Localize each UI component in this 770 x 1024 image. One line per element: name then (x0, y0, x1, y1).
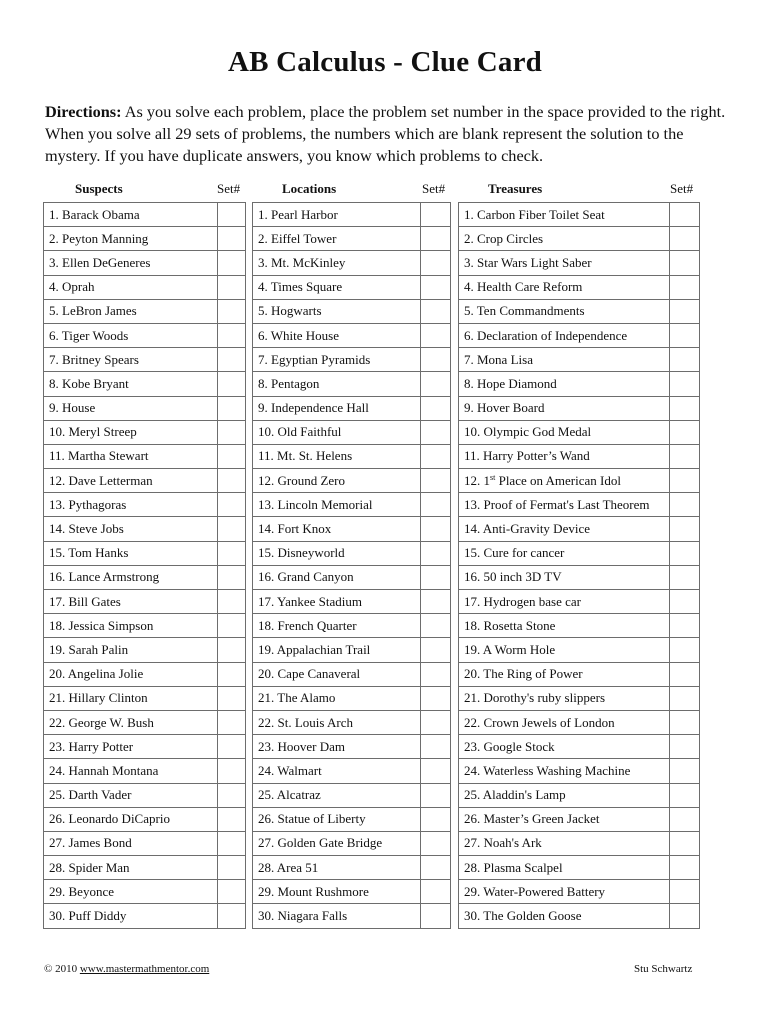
suspects-row (44, 831, 246, 855)
locations-item-label: 22. St. Louis Arch (253, 710, 421, 734)
footer-copyright (44, 963, 209, 975)
suspects-item-label: 15. Tom Hanks (44, 541, 218, 565)
treasures-set-number-box[interactable] (670, 614, 700, 638)
treasures-set-number-box[interactable] (670, 856, 700, 880)
locations-set-header: Set# (422, 181, 446, 196)
suspects-row (44, 904, 246, 928)
treasures-row (459, 831, 700, 855)
treasures-set-number-box[interactable] (670, 710, 700, 734)
treasures-set-number-box[interactable] (670, 735, 700, 759)
locations-row (253, 323, 451, 347)
locations-set-number-box[interactable] (421, 710, 451, 734)
suspects-item-label: 28. Spider Man (44, 856, 218, 880)
suspects-column (43, 178, 246, 929)
locations-set-number-box[interactable] (421, 686, 451, 710)
locations-row (253, 831, 451, 855)
suspects-set-number-box[interactable] (218, 275, 246, 299)
suspects-set-number-box[interactable] (218, 444, 246, 468)
treasures-row (459, 227, 700, 251)
treasures-column (458, 178, 700, 929)
locations-row (253, 251, 451, 275)
suspects-row (44, 662, 246, 686)
treasures-item-label: 24. Waterless Washing Machine (459, 759, 670, 783)
locations-row (253, 517, 451, 541)
footer-author: Stu Schwartz (634, 963, 693, 975)
treasures-row (459, 783, 700, 807)
locations-set-number-box[interactable] (421, 348, 451, 372)
treasures-row (459, 686, 700, 710)
locations-set-number-box[interactable] (421, 372, 451, 396)
treasures-set-number-box[interactable] (670, 807, 700, 831)
suspects-item-label: 9. House (44, 396, 218, 420)
suspects-item-label: 6. Tiger Woods (44, 323, 218, 347)
treasures-row (459, 420, 700, 444)
suspects-set-number-box[interactable] (218, 590, 246, 614)
treasures-item-label: 15. Cure for cancer (459, 541, 670, 565)
locations-set-number-box[interactable] (421, 299, 451, 323)
treasures-item-label: 21. Dorothy's ruby slippers (459, 686, 670, 710)
treasures-item-label: 5. Ten Commandments (459, 299, 670, 323)
treasures-row (459, 638, 700, 662)
treasures-set-number-box[interactable] (670, 590, 700, 614)
locations-item-label: 14. Fort Knox (253, 517, 421, 541)
suspects-item-label: 11. Martha Stewart (44, 444, 218, 468)
suspects-item-label: 29. Beyonce (44, 880, 218, 904)
treasures-item-label: 14. Anti-Gravity Device (459, 517, 670, 541)
suspects-item-label: 5. LeBron James (44, 299, 218, 323)
locations-item-label: 20. Cape Canaveral (253, 662, 421, 686)
locations-item-label: 7. Egyptian Pyramids (253, 348, 421, 372)
treasures-row (459, 541, 700, 565)
suspects-row (44, 590, 246, 614)
locations-set-number-box[interactable] (421, 251, 451, 275)
treasures-row (459, 710, 700, 734)
treasures-set-number-box[interactable] (670, 420, 700, 444)
locations-row (253, 396, 451, 420)
suspects-set-number-box[interactable] (218, 831, 246, 855)
treasures-set-number-box[interactable] (670, 759, 700, 783)
locations-row (253, 493, 451, 517)
suspects-row (44, 710, 246, 734)
suspects-header (43, 178, 245, 202)
treasures-item-label: 20. The Ring of Power (459, 662, 670, 686)
suspects-set-number-box[interactable] (218, 323, 246, 347)
locations-row (253, 420, 451, 444)
locations-row (253, 759, 451, 783)
locations-row (253, 710, 451, 734)
locations-row (253, 880, 451, 904)
treasures-row (459, 444, 700, 468)
locations-column (252, 178, 451, 929)
treasures-set-number-box[interactable] (670, 299, 700, 323)
suspects-row (44, 735, 246, 759)
treasures-set-number-box[interactable] (670, 783, 700, 807)
treasures-header-label: Treasures (488, 181, 543, 196)
suspects-item-label: 4. Oprah (44, 275, 218, 299)
suspects-row (44, 372, 246, 396)
treasures-row (459, 856, 700, 880)
suspects-set-number-box[interactable] (218, 420, 246, 444)
locations-row (253, 856, 451, 880)
treasures-item-label: 17. Hydrogen base car (459, 590, 670, 614)
locations-set-number-box[interactable] (421, 783, 451, 807)
treasures-row (459, 251, 700, 275)
treasures-item-label: 4. Health Care Reform (459, 275, 670, 299)
suspects-item-label: 2. Peyton Manning (44, 227, 218, 251)
directions-text: As you solve each problem, place the problem set number in the space provided to the right. When you solve all 29 sets of problems, the numbers which are blank represent the solution to the mystery. If you have duplicate answers, you know which problems to check. (45, 102, 726, 165)
locations-item-label: 16. Grand Canyon (253, 565, 421, 589)
suspects-row (44, 686, 246, 710)
locations-set-number-box[interactable] (421, 831, 451, 855)
treasures-row (459, 396, 700, 420)
suspects-item-label: 18. Jessica Simpson (44, 614, 218, 638)
treasures-item-label: 22. Crown Jewels of London (459, 710, 670, 734)
suspects-row (44, 638, 246, 662)
suspects-item-label: 27. James Bond (44, 831, 218, 855)
treasures-row (459, 275, 700, 299)
locations-row (253, 275, 451, 299)
suspects-row (44, 493, 246, 517)
treasures-row (459, 904, 700, 928)
suspects-row (44, 517, 246, 541)
treasures-item-label: 25. Aladdin's Lamp (459, 783, 670, 807)
locations-set-number-box[interactable] (421, 203, 451, 227)
suspects-set-header: Set# (217, 181, 241, 196)
treasures-set-number-box[interactable] (670, 227, 700, 251)
locations-item-label: 28. Area 51 (253, 856, 421, 880)
locations-set-number-box[interactable] (421, 323, 451, 347)
treasures-set-number-box[interactable] (670, 203, 700, 227)
locations-item-label: 27. Golden Gate Bridge (253, 831, 421, 855)
treasures-set-number-box[interactable] (670, 396, 700, 420)
treasures-item-label: 12. 1st Place on American Idol (459, 469, 670, 493)
locations-row (253, 638, 451, 662)
locations-item-label: 9. Independence Hall (253, 396, 421, 420)
treasures-set-number-box[interactable] (670, 686, 700, 710)
treasures-row (459, 590, 700, 614)
treasures-set-number-box[interactable] (670, 880, 700, 904)
treasures-row (459, 614, 700, 638)
treasures-item-label: 19. A Worm Hole (459, 638, 670, 662)
suspects-row (44, 856, 246, 880)
suspects-item-label: 10. Meryl Streep (44, 420, 218, 444)
locations-item-label: 21. The Alamo (253, 686, 421, 710)
locations-item-label: 23. Hoover Dam (253, 735, 421, 759)
suspects-set-number-box[interactable] (218, 856, 246, 880)
suspects-row (44, 565, 246, 589)
locations-item-label: 19. Appalachian Trail (253, 638, 421, 662)
website-link[interactable]: www.mastermathmentor.com (79, 963, 210, 975)
suspects-item-label: 8. Kobe Bryant (44, 372, 218, 396)
treasures-item-label: 2. Crop Circles (459, 227, 670, 251)
treasures-set-number-box[interactable] (670, 565, 700, 589)
suspects-set-number-box[interactable] (218, 759, 246, 783)
suspects-set-number-box[interactable] (218, 469, 246, 493)
locations-set-number-box[interactable] (421, 904, 451, 928)
locations-set-number-box[interactable] (421, 590, 451, 614)
locations-row (253, 565, 451, 589)
locations-set-number-box[interactable] (421, 880, 451, 904)
treasures-item-label: 30. The Golden Goose (459, 904, 670, 928)
locations-item-label: 13. Lincoln Memorial (253, 493, 421, 517)
treasures-row (459, 299, 700, 323)
suspects-row (44, 469, 246, 493)
treasures-row (459, 807, 700, 831)
treasures-item-label: 26. Master’s Green Jacket (459, 807, 670, 831)
locations-table (252, 202, 451, 929)
treasures-item-label: 7. Mona Lisa (459, 348, 670, 372)
locations-set-number-box[interactable] (421, 541, 451, 565)
locations-set-number-box[interactable] (421, 517, 451, 541)
treasures-row (459, 662, 700, 686)
suspects-set-number-box[interactable] (218, 493, 246, 517)
locations-item-label: 6. White House (253, 323, 421, 347)
treasures-set-number-box[interactable] (670, 469, 700, 493)
locations-row (253, 203, 451, 227)
treasures-item-label: 13. Proof of Fermat's Last Theorem (459, 493, 670, 517)
treasures-set-number-box[interactable] (670, 323, 700, 347)
treasures-set-number-box[interactable] (670, 517, 700, 541)
suspects-item-label: 20. Angelina Jolie (44, 662, 218, 686)
locations-set-number-box[interactable] (421, 396, 451, 420)
locations-row (253, 590, 451, 614)
suspects-set-number-box[interactable] (218, 396, 246, 420)
treasures-item-label: 27. Noah's Ark (459, 831, 670, 855)
locations-row (253, 299, 451, 323)
treasures-set-number-box[interactable] (670, 275, 700, 299)
suspects-item-label: 21. Hillary Clinton (44, 686, 218, 710)
treasures-row (459, 880, 700, 904)
suspects-row (44, 396, 246, 420)
locations-set-number-box[interactable] (421, 275, 451, 299)
locations-set-number-box[interactable] (421, 420, 451, 444)
locations-set-number-box[interactable] (421, 565, 451, 589)
locations-row (253, 372, 451, 396)
suspects-set-number-box[interactable] (218, 227, 246, 251)
suspects-item-label: 23. Harry Potter (44, 735, 218, 759)
suspects-row (44, 251, 246, 275)
locations-item-label: 15. Disneyworld (253, 541, 421, 565)
treasures-item-label: 16. 50 inch 3D TV (459, 565, 670, 589)
treasures-row (459, 517, 700, 541)
suspects-item-label: 14. Steve Jobs (44, 517, 218, 541)
locations-item-label: 8. Pentagon (253, 372, 421, 396)
treasures-set-number-box[interactable] (670, 493, 700, 517)
locations-set-number-box[interactable] (421, 227, 451, 251)
treasures-item-label: 29. Water-Powered Battery (459, 880, 670, 904)
suspects-row (44, 807, 246, 831)
suspects-row (44, 203, 246, 227)
treasures-item-label: 18. Rosetta Stone (459, 614, 670, 638)
copyright-text: © 2010 (44, 963, 80, 975)
treasures-item-label: 10. Olympic God Medal (459, 420, 670, 444)
locations-row (253, 735, 451, 759)
suspects-set-number-box[interactable] (218, 348, 246, 372)
locations-row (253, 662, 451, 686)
treasures-set-number-box[interactable] (670, 251, 700, 275)
locations-set-number-box[interactable] (421, 493, 451, 517)
treasures-set-number-box[interactable] (670, 444, 700, 468)
treasures-item-label: 8. Hope Diamond (459, 372, 670, 396)
suspects-set-number-box[interactable] (218, 251, 246, 275)
suspects-item-label: 24. Hannah Montana (44, 759, 218, 783)
treasures-item-label: 28. Plasma Scalpel (459, 856, 670, 880)
suspects-item-label: 17. Bill Gates (44, 590, 218, 614)
suspects-table (43, 202, 246, 929)
treasures-set-number-box[interactable] (670, 638, 700, 662)
treasures-item-label: 6. Declaration of Independence (459, 323, 670, 347)
suspects-row (44, 444, 246, 468)
locations-row (253, 807, 451, 831)
suspects-set-number-box[interactable] (218, 203, 246, 227)
suspects-row (44, 323, 246, 347)
treasures-set-number-box[interactable] (670, 348, 700, 372)
treasures-row (459, 735, 700, 759)
treasures-row (459, 372, 700, 396)
suspects-header-label: Suspects (75, 181, 123, 196)
suspects-item-label: 13. Pythagoras (44, 493, 218, 517)
locations-set-number-box[interactable] (421, 444, 451, 468)
suspects-set-number-box[interactable] (218, 807, 246, 831)
treasures-row (459, 469, 700, 493)
suspects-set-number-box[interactable] (218, 904, 246, 928)
locations-row (253, 348, 451, 372)
page-title: AB Calculus - Clue Card (228, 46, 542, 78)
locations-row (253, 783, 451, 807)
treasures-row (459, 759, 700, 783)
treasures-item-label: 9. Hover Board (459, 396, 670, 420)
suspects-row (44, 759, 246, 783)
locations-item-label: 25. Alcatraz (253, 783, 421, 807)
treasures-row (459, 565, 700, 589)
suspects-set-number-box[interactable] (218, 372, 246, 396)
suspects-set-number-box[interactable] (218, 565, 246, 589)
suspects-set-number-box[interactable] (218, 662, 246, 686)
treasures-header (458, 178, 699, 202)
locations-set-number-box[interactable] (421, 662, 451, 686)
suspects-item-label: 12. Dave Letterman (44, 469, 218, 493)
directions-paragraph (45, 101, 735, 167)
treasures-set-header: Set# (670, 181, 694, 196)
directions-label: Directions: (45, 102, 122, 121)
treasures-set-number-box[interactable] (670, 541, 700, 565)
locations-row (253, 541, 451, 565)
treasures-item-label: 11. Harry Potter’s Wand (459, 444, 670, 468)
locations-item-label: 4. Times Square (253, 275, 421, 299)
locations-row (253, 686, 451, 710)
treasures-set-number-box[interactable] (670, 904, 700, 928)
treasures-set-number-box[interactable] (670, 372, 700, 396)
suspects-set-number-box[interactable] (218, 880, 246, 904)
suspects-item-label: 7. Britney Spears (44, 348, 218, 372)
suspects-item-label: 19. Sarah Palin (44, 638, 218, 662)
treasures-table (458, 202, 700, 929)
suspects-set-number-box[interactable] (218, 299, 246, 323)
locations-row (253, 227, 451, 251)
locations-item-label: 26. Statue of Liberty (253, 807, 421, 831)
treasures-set-number-box[interactable] (670, 662, 700, 686)
treasures-item-label: 1. Carbon Fiber Toilet Seat (459, 203, 670, 227)
suspects-row (44, 783, 246, 807)
locations-row (253, 469, 451, 493)
locations-header (252, 178, 450, 202)
suspects-set-number-box[interactable] (218, 541, 246, 565)
suspects-set-number-box[interactable] (218, 735, 246, 759)
treasures-row (459, 203, 700, 227)
locations-row (253, 904, 451, 928)
suspects-set-number-box[interactable] (218, 710, 246, 734)
suspects-item-label: 26. Leonardo DiCaprio (44, 807, 218, 831)
suspects-set-number-box[interactable] (218, 517, 246, 541)
suspects-row (44, 614, 246, 638)
locations-header-label: Locations (282, 181, 337, 196)
treasures-set-number-box[interactable] (670, 831, 700, 855)
suspects-item-label: 16. Lance Armstrong (44, 565, 218, 589)
locations-set-number-box[interactable] (421, 735, 451, 759)
locations-item-label: 24. Walmart (253, 759, 421, 783)
locations-set-number-box[interactable] (421, 614, 451, 638)
locations-row (253, 614, 451, 638)
treasures-row (459, 493, 700, 517)
locations-set-number-box[interactable] (421, 469, 451, 493)
locations-item-label: 5. Hogwarts (253, 299, 421, 323)
suspects-row (44, 420, 246, 444)
suspects-row (44, 275, 246, 299)
treasures-row (459, 348, 700, 372)
treasures-row (459, 323, 700, 347)
locations-item-label: 12. Ground Zero (253, 469, 421, 493)
suspects-item-label: 25. Darth Vader (44, 783, 218, 807)
treasures-item-label: 23. Google Stock (459, 735, 670, 759)
locations-item-label: 18. French Quarter (253, 614, 421, 638)
locations-row (253, 444, 451, 468)
suspects-item-label: 22. George W. Bush (44, 710, 218, 734)
treasures-item-label: 3. Star Wars Light Saber (459, 251, 670, 275)
suspects-set-number-box[interactable] (218, 783, 246, 807)
suspects-item-label: 30. Puff Diddy (44, 904, 218, 928)
locations-set-number-box[interactable] (421, 759, 451, 783)
suspects-row (44, 880, 246, 904)
suspects-set-number-box[interactable] (218, 686, 246, 710)
locations-item-label: 3. Mt. McKinley (253, 251, 421, 275)
suspects-row (44, 348, 246, 372)
suspects-item-label: 3. Ellen DeGeneres (44, 251, 218, 275)
locations-item-label: 10. Old Faithful (253, 420, 421, 444)
locations-set-number-box[interactable] (421, 638, 451, 662)
locations-item-label: 17. Yankee Stadium (253, 590, 421, 614)
suspects-row (44, 299, 246, 323)
suspects-row (44, 227, 246, 251)
suspects-set-number-box[interactable] (218, 638, 246, 662)
suspects-item-label: 1. Barack Obama (44, 203, 218, 227)
locations-item-label: 11. Mt. St. Helens (253, 444, 421, 468)
locations-item-label: 2. Eiffel Tower (253, 227, 421, 251)
locations-set-number-box[interactable] (421, 856, 451, 880)
suspects-set-number-box[interactable] (218, 614, 246, 638)
locations-set-number-box[interactable] (421, 807, 451, 831)
locations-item-label: 1. Pearl Harbor (253, 203, 421, 227)
suspects-row (44, 541, 246, 565)
locations-item-label: 30. Niagara Falls (253, 904, 421, 928)
locations-item-label: 29. Mount Rushmore (253, 880, 421, 904)
